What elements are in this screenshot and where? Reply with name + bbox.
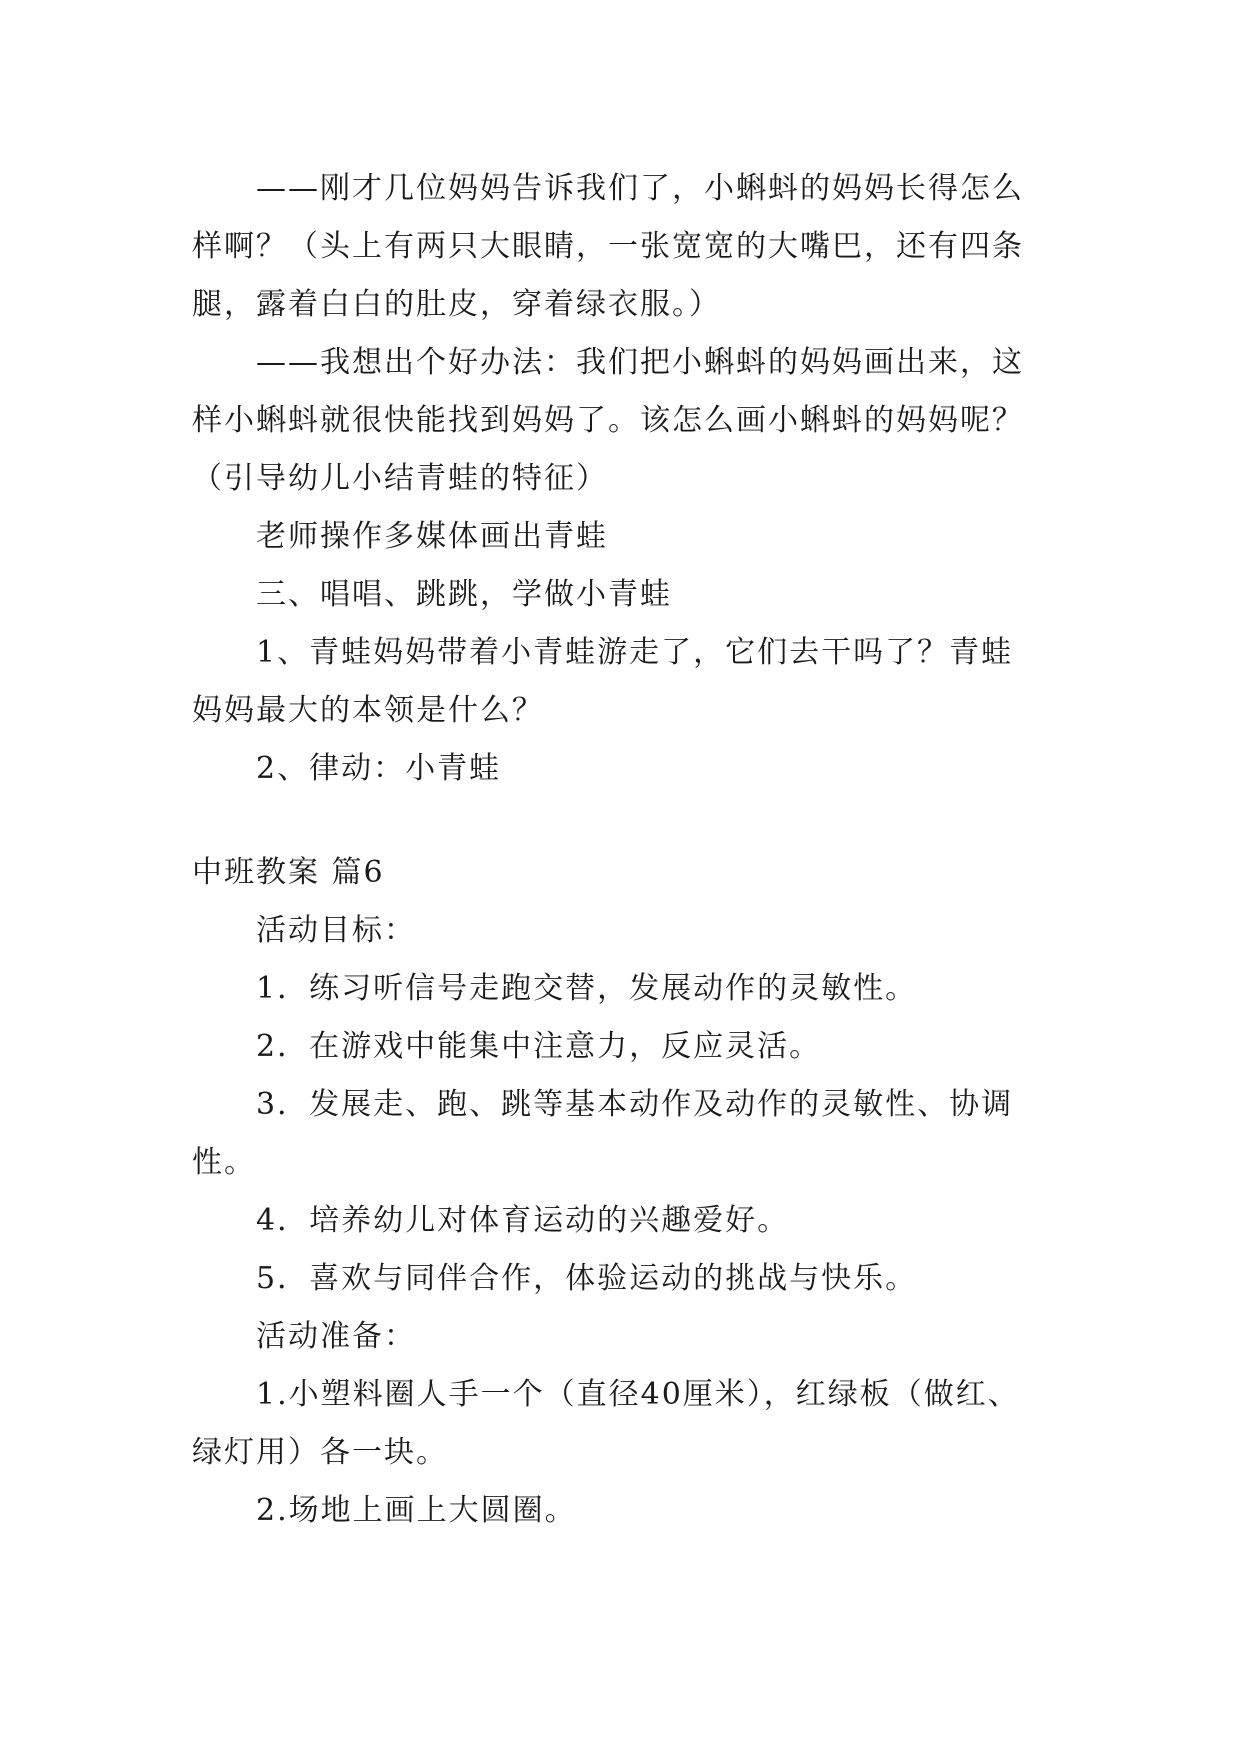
paragraph-line: 1.小塑料圈人手一个（直径40厘米），红绿板（做红、 <box>256 1377 1020 1412</box>
paragraph-line: 腿，露着白白的肚皮，穿着绿衣服。） <box>192 287 721 322</box>
paragraph-line: 活动准备： <box>256 1319 416 1354</box>
paragraph-line: 5．喜欢与同伴合作，体验运动的挑战与快乐。 <box>256 1261 918 1296</box>
paragraph-line: 绿灯用）各一块。 <box>192 1435 448 1470</box>
section-gap <box>192 798 1052 844</box>
paragraph-line: 样啊？（头上有两只大眼睛，一张宽宽的大嘴巴，还有四条 <box>192 229 1024 264</box>
paragraph-line: 三、唱唱、跳跳，学做小青蛙 <box>256 577 672 612</box>
paragraph-line: 2．在游戏中能集中注意力，反应灵活。 <box>256 1029 822 1064</box>
paragraph-line: 2、律动：小青蛙 <box>256 751 502 786</box>
paragraph-line: 妈妈最大的本领是什么？ <box>192 693 544 728</box>
paragraph-line: 4．培养幼儿对体育运动的兴趣爱好。 <box>256 1203 790 1238</box>
section-title: 中班教案 篇6 <box>192 855 385 890</box>
paragraph-line: 2.场地上画上大圆圈。 <box>256 1493 577 1528</box>
paragraph-line: 1、青蛙妈妈带着小青蛙游走了，它们去干吗了？青蛙 <box>256 635 1014 670</box>
paragraph-line: ——我想出个好办法：我们把小蝌蚪的妈妈画出来，这 <box>256 345 1024 380</box>
paragraph-line: 活动目标： <box>256 913 416 948</box>
paragraph-line: 3．发展走、跑、跳等基本动作及动作的灵敏性、协调 <box>256 1087 1014 1122</box>
paragraph-line: 老师操作多媒体画出青蛙 <box>256 519 608 554</box>
paragraph-line: ——刚才几位妈妈告诉我们了，小蝌蚪的妈妈长得怎么 <box>256 171 1024 206</box>
paragraph-line: （引导幼儿小结青蛙的特征） <box>192 461 608 496</box>
paragraph-line: 样小蝌蚪就很快能找到妈妈了。该怎么画小蝌蚪的妈妈呢？ <box>192 403 1024 438</box>
paragraph-line: 性。 <box>192 1145 256 1180</box>
document-page <box>192 160 1052 1540</box>
paragraph-line: 1．练习听信号走跑交替，发展动作的灵敏性。 <box>256 971 918 1006</box>
